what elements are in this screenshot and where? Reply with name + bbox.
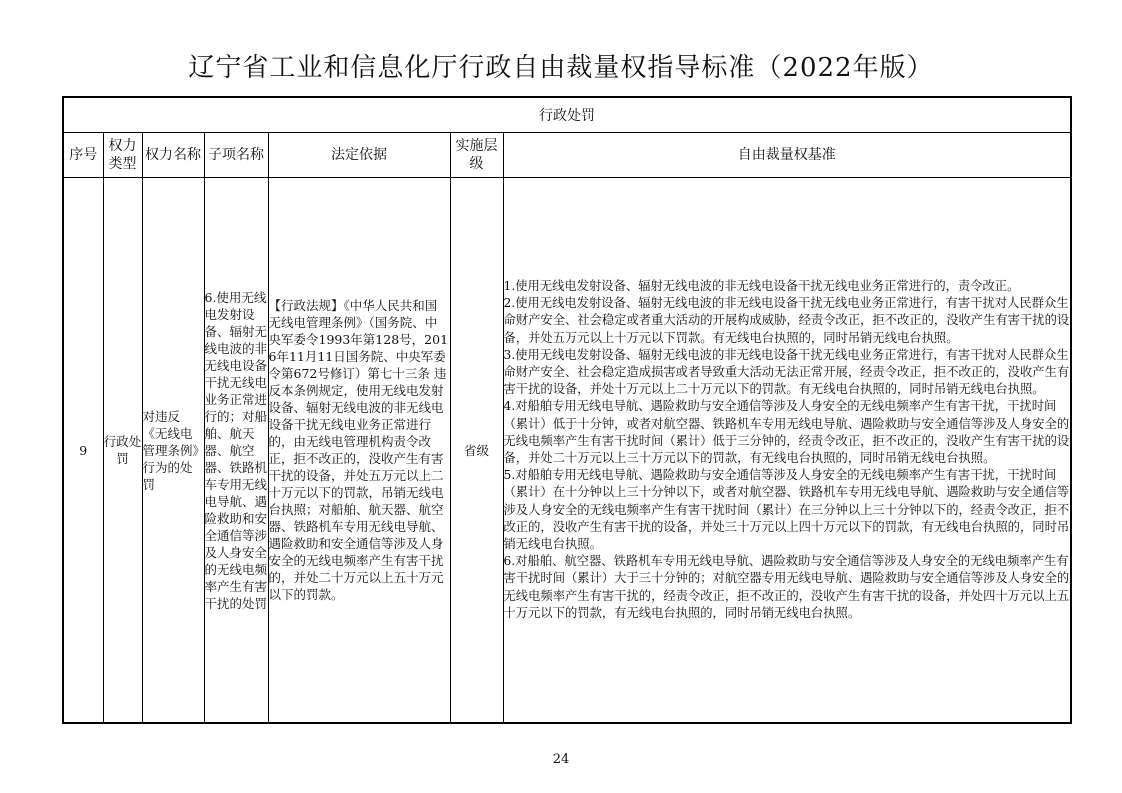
standard-item-5: 5.对船舶专用无线电导航、遇险救助与安全通信等涉及人身安全的无线电频率产生有害干扰，干扰时间（累计）在十分钟以上三十分钟以下，或者对航空器、铁路机车专用无线电导航、遇险救助与安全通信等涉及人身安全的无线电频率产生有害干扰时间（累计）在三分钟以上三十分钟以下的，经责令改正，拒不改正的，没收产生有害干扰的设备，并处三十万元以上四十万元以下的罚款，有无线电台执照的，同时吊销无线电台执照。: [503, 468, 1070, 552]
standard-item-6: 6.对船舶、航空器、铁路机车专用无线电导航、遇险救助与安全通信等涉及人身安全的无线电频率产生有害干扰时间（累计）大于三十分钟的；对航空器专用无线电导航、遇险救助与安全通信等涉及人身安全的无线电频率产生有害干扰的，经责令改正，拒不改正的，没收产生有害干扰的设备，并处四十万元以上五十万元以下的罚款，有无线电台执照的，同时吊销无线电台执照。: [503, 554, 1070, 620]
section-header: 行政处罚: [63, 97, 1071, 133]
standard-item-2: 2.使用无线电发射设备、辐射无线电波的非无线电设备干扰无线电业务正常进行，有害干扰对人民群众生命财产安全、社会稳定或者重大活动的开展构成威胁，经责令改正，拒不改正的，没收产生有害干扰的设备，并处五万元以上十万元以下罚款。有无线电台执照的，同时吊销无线电台执照。: [503, 296, 1070, 345]
column-header-legal-basis: 法定依据: [268, 133, 450, 178]
column-header-power-type: 权力类型: [103, 133, 142, 178]
column-header-power-name: 权力名称: [142, 133, 204, 178]
column-header-level: 实施层级: [450, 133, 503, 178]
row-level: 省级: [450, 178, 503, 724]
row-legal-basis: 【行政法规】《中华人民共和国无线电管理条例》（国务院、中央军委令1993年第128号，2016年11月11日国务院、中央军委令第672号修订）第七十三条 违反本条例规定，使用无线电发射设备、辐射无线电波的非无线电设备干扰无线电业务正常进行的，由无线电管理机构责令改正，拒不改正的，没收产生有害干扰的设备，并处五万元以上二十万元以下的罚款，吊销无线电台执照；对船舶、航天器、航空器、铁路机车专用无线电导航、遇险救助和安全通信等涉及人身安全的无线电频率产生有害干扰的，并处二十万元以上五十万元以下的罚款。: [268, 178, 450, 724]
column-header-sub-item: 子项名称: [204, 133, 268, 178]
column-header-standard: 自由裁量权基准: [503, 133, 1071, 178]
standard-item-3: 3.使用无线电发射设备、辐射无线电波的非无线电设备干扰无线电业务正常进行，有害干扰对人民群众生命财产安全、社会稳定造成损害或者导致重大活动无法正常开展，经责令改正，拒不改正的，没收产生有害干扰的设备，并处十万元以上二十万元以下的罚款。有无线电台执照的，同时吊销无线电台执照。: [503, 347, 1070, 397]
row-standard: [503, 178, 1071, 724]
row-power-type: 行政处罚: [103, 178, 142, 724]
row-power-name: 对违反《无线电管理条例》行为的处罚: [142, 178, 204, 724]
document-title: 辽宁省工业和信息化厅行政自由裁量权指导标准（2022年版）: [188, 53, 934, 83]
table-row: [63, 178, 1071, 724]
discretion-standard-table: [62, 96, 1072, 724]
row-sub-item: 6.使用无线电发射设备、辐射无线电波的非无线电设备干扰无线电业务正常进行的；对船舶、航天器、航空器、铁路机车专用无线电导航、遇险救助和安全通信等涉及人身安全的无线电频率产生有害干扰的处罚: [204, 178, 268, 724]
column-header-row: [63, 133, 1071, 178]
standard-item-1: 1.使用无线电发射设备、辐射无线电波的非无线电设备干扰无线电业务正常进行的，责令改正。: [503, 278, 1020, 293]
page-number: 24: [552, 752, 570, 767]
standard-item-4: 4.对船舶专用无线电导航、遇险救助与安全通信等涉及人身安全的无线电频率产生有害干扰，干扰时间（累计）低于十分钟，或者对航空器、铁路机车专用无线电导航、遇险救助与安全通信等涉及人身安全的无线电频率产生有害干扰时间（累计）低于三分钟的，经责令改正，拒不改正的，没收产生有害干扰的设备，并处二十万元以上三十万元以下的罚款，有无线电台执照的，同时吊销无线电台执照。: [503, 399, 1070, 465]
row-seq: 9: [63, 178, 103, 724]
column-header-seq: 序号: [63, 133, 103, 178]
